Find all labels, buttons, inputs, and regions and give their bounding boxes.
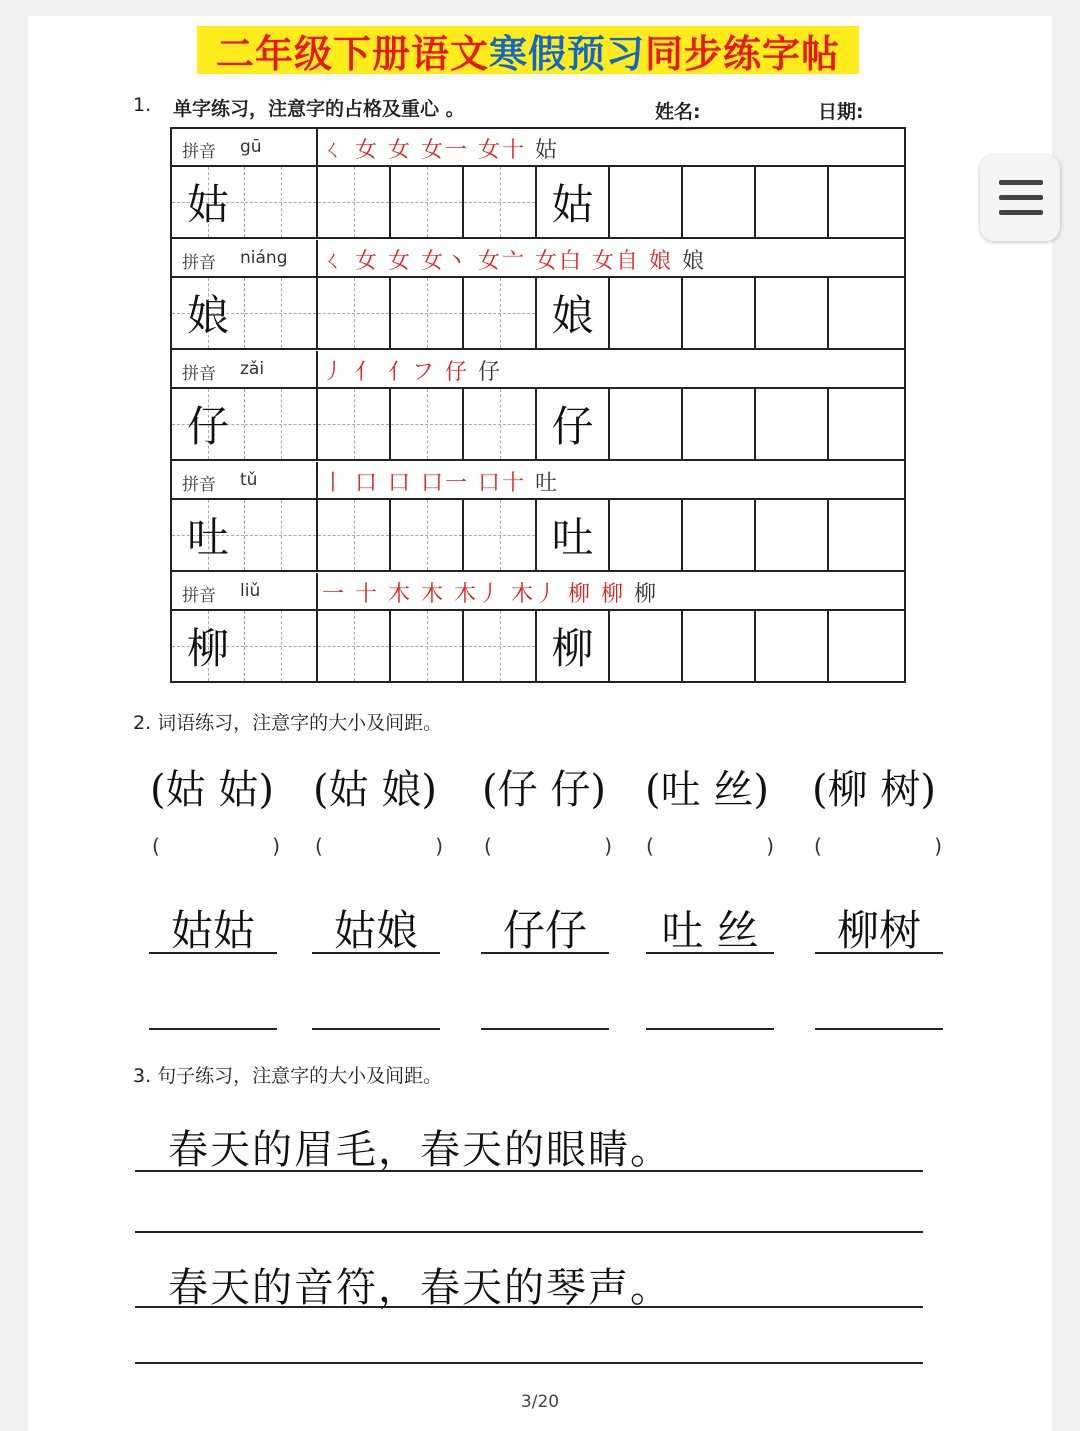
writing-cell[interactable] — [756, 278, 829, 348]
sample-character-cell — [537, 167, 610, 237]
pinyin-row — [172, 351, 904, 389]
writing-cell[interactable] — [318, 611, 391, 681]
stroke-step: 女自 — [592, 249, 649, 274]
stroke-order — [322, 466, 559, 497]
writing-cell[interactable] — [683, 500, 756, 570]
sample-character-cell — [537, 389, 610, 459]
writing-cell[interactable] — [464, 389, 537, 459]
stroke-step: 木 — [388, 582, 421, 607]
pinyin-value: tǔ — [240, 470, 258, 490]
pinyin-label: 拼音 — [182, 586, 216, 606]
pinyin-label: 拼音 — [182, 364, 216, 384]
writing-cell[interactable] — [756, 389, 829, 459]
stroke-step: 木丿 — [454, 582, 511, 607]
word-head-2: (姑 娘) — [313, 767, 437, 813]
stroke-step: 口一 — [421, 471, 478, 496]
writing-cell[interactable] — [829, 500, 904, 570]
stroke-step: 女 — [388, 249, 421, 274]
writing-cell[interactable] — [391, 278, 464, 348]
writing-cell[interactable] — [829, 611, 904, 681]
writing-cell[interactable] — [683, 278, 756, 348]
stroke-order — [322, 577, 658, 608]
title-part-3: 同步练字帖 — [645, 30, 841, 74]
writing-cell[interactable] — [318, 389, 391, 459]
title-part-2: 寒假预习 — [488, 30, 645, 74]
sentence-sample-2: 春天的音符，春天的琴声。 — [168, 1265, 672, 1311]
section-2-label: 2. 词语练习，注意字的大小及间距。 — [133, 712, 443, 734]
stroke-step: 木丿 — [511, 582, 568, 607]
practice-character: 娘 — [551, 291, 594, 340]
page-indicator: 3/20 — [520, 1392, 560, 1412]
writing-cell[interactable] — [683, 389, 756, 459]
pinyin-row — [172, 573, 904, 611]
practice-character: 吐 — [551, 513, 594, 562]
word-sample-3: 仔仔 — [481, 898, 609, 954]
stroke-step: 仔 — [445, 360, 478, 385]
sentence-rule-2 — [135, 1306, 923, 1308]
stroke-step: 女一 — [421, 138, 478, 163]
writing-cell[interactable] — [464, 278, 537, 348]
word-head-3: (仔 仔) — [482, 767, 606, 813]
pinyin-value: liǔ — [240, 581, 261, 601]
stroke-step: 女 — [388, 138, 421, 163]
date-label: 日期: — [818, 101, 864, 123]
writing-cell[interactable] — [245, 500, 318, 570]
pinyin-value: niáng — [240, 248, 288, 268]
word-writing-line-1[interactable] — [149, 1028, 277, 1030]
section-1-label: 单字练习，注意字的占格及重心 。 — [173, 98, 465, 120]
stroke-step: 柳 — [601, 582, 634, 607]
sample-character-cell — [172, 278, 245, 348]
writing-cell[interactable] — [756, 500, 829, 570]
writing-cell[interactable] — [391, 611, 464, 681]
writing-cell[interactable] — [829, 278, 904, 348]
practice-character: 仔 — [186, 402, 229, 451]
sample-character-cell — [172, 611, 245, 681]
stroke-step: 柳 — [634, 582, 659, 607]
section-3-label: 3. 句子练习，注意字的大小及间距。 — [133, 1065, 443, 1087]
stroke-step: 女丶 — [421, 249, 478, 274]
sentence-rule-1 — [135, 1170, 923, 1172]
stroke-step: 亻フ — [388, 360, 445, 385]
practice-character: 吐 — [186, 513, 229, 562]
practice-character: 仔 — [551, 402, 594, 451]
word-sample-5: 柳树 — [815, 898, 943, 954]
writing-cell[interactable] — [683, 611, 756, 681]
sample-character-cell — [537, 500, 610, 570]
writing-cell[interactable] — [756, 611, 829, 681]
writing-cell[interactable] — [756, 167, 829, 237]
word-head-1: (姑 姑) — [150, 767, 274, 813]
stroke-step: 女亠 — [478, 249, 535, 274]
section-1-number: 1. — [133, 94, 152, 116]
word-writing-line-3[interactable] — [481, 1028, 609, 1030]
pinyin-row — [172, 240, 904, 278]
page-title — [197, 26, 859, 74]
name-label: 姓名: — [655, 101, 701, 123]
pinyin-row — [172, 462, 904, 500]
practice-character: 柳 — [186, 624, 229, 673]
word-writing-line-4[interactable] — [646, 1028, 774, 1030]
word-sample-2: 姑娘 — [312, 898, 440, 954]
sample-character-cell — [537, 278, 610, 348]
writing-cell[interactable] — [683, 167, 756, 237]
writing-cell[interactable] — [610, 500, 683, 570]
stroke-order — [322, 244, 706, 275]
character-practice-grid — [170, 127, 906, 683]
writing-cell[interactable] — [464, 611, 537, 681]
pinyin-label: 拼音 — [182, 142, 216, 162]
pinyin-value: zǎi — [240, 359, 265, 379]
writing-cell[interactable] — [245, 611, 318, 681]
stroke-step: 亻 — [355, 360, 388, 385]
sentence-writing-line-1[interactable] — [135, 1231, 923, 1233]
stroke-step: ㄑ — [322, 138, 355, 163]
pinyin-value: gū — [240, 137, 262, 157]
writing-cell[interactable] — [610, 611, 683, 681]
sample-character-cell — [537, 611, 610, 681]
writing-cell[interactable] — [245, 278, 318, 348]
stroke-step: 口十 — [478, 471, 535, 496]
writing-cell[interactable] — [245, 389, 318, 459]
stroke-step: 姑 — [535, 138, 560, 163]
character-row — [172, 167, 904, 239]
menu-button[interactable] — [980, 155, 1060, 241]
pinyin-label: 拼音 — [182, 475, 216, 495]
writing-cell[interactable] — [464, 500, 537, 570]
sample-character-cell — [172, 500, 245, 570]
writing-cell[interactable] — [610, 389, 683, 459]
stroke-step: 木 — [421, 582, 454, 607]
stroke-step: 一 — [322, 582, 355, 607]
writing-cell[interactable] — [829, 389, 904, 459]
word-sample-1: 姑姑 — [149, 898, 277, 954]
practice-character: 姑 — [551, 180, 594, 229]
character-row — [172, 389, 904, 461]
stroke-step: 女 — [355, 138, 388, 163]
title-part-1: 二年级下册语文 — [215, 30, 489, 74]
writing-cell[interactable] — [245, 167, 318, 237]
stroke-step: 口 — [355, 471, 388, 496]
sample-character-cell — [172, 167, 245, 237]
writing-cell[interactable] — [318, 278, 391, 348]
stroke-order — [322, 355, 502, 386]
character-row — [172, 278, 904, 350]
pinyin-row — [172, 129, 904, 167]
hamburger-menu-icon — [999, 180, 1043, 185]
writing-cell[interactable] — [610, 278, 683, 348]
stroke-step: 丨 — [322, 471, 355, 496]
practice-character: 姑 — [186, 180, 229, 229]
stroke-step: 口 — [388, 471, 421, 496]
word-writing-line-5[interactable] — [815, 1028, 943, 1030]
stroke-step: 娘 — [682, 249, 707, 274]
stroke-step: 女 — [355, 249, 388, 274]
stroke-step: ㄑ — [322, 249, 355, 274]
character-row — [172, 611, 904, 683]
writing-cell[interactable] — [391, 389, 464, 459]
writing-cell[interactable] — [318, 500, 391, 570]
stroke-step: 丿 — [322, 360, 355, 385]
word-writing-line-2[interactable] — [312, 1028, 440, 1030]
stroke-step: 柳 — [568, 582, 601, 607]
stroke-step: 十 — [355, 582, 388, 607]
writing-cell[interactable] — [829, 167, 904, 237]
writing-cell[interactable] — [391, 500, 464, 570]
stroke-step: 仔 — [478, 360, 503, 385]
word-sample-4: 吐 丝 — [646, 898, 774, 954]
pinyin-label: 拼音 — [182, 253, 216, 273]
character-row — [172, 500, 904, 572]
writing-cell[interactable] — [318, 167, 391, 237]
word-head-5: (柳 树) — [812, 767, 936, 813]
stroke-step: 女白 — [535, 249, 592, 274]
word-head-4: (吐 丝) — [645, 767, 769, 813]
stroke-step: 女十 — [478, 138, 535, 163]
practice-character: 柳 — [551, 624, 594, 673]
writing-cell[interactable] — [391, 167, 464, 237]
stroke-step: 吐 — [535, 471, 560, 496]
writing-cell[interactable] — [464, 167, 537, 237]
sentence-sample-1: 春天的眉毛，春天的眼睛。 — [168, 1127, 672, 1173]
stroke-step: 娘 — [649, 249, 682, 274]
practice-character: 娘 — [186, 291, 229, 340]
writing-cell[interactable] — [610, 167, 683, 237]
sentence-writing-line-2[interactable] — [135, 1362, 923, 1364]
stroke-order — [322, 133, 559, 164]
sample-character-cell — [172, 389, 245, 459]
